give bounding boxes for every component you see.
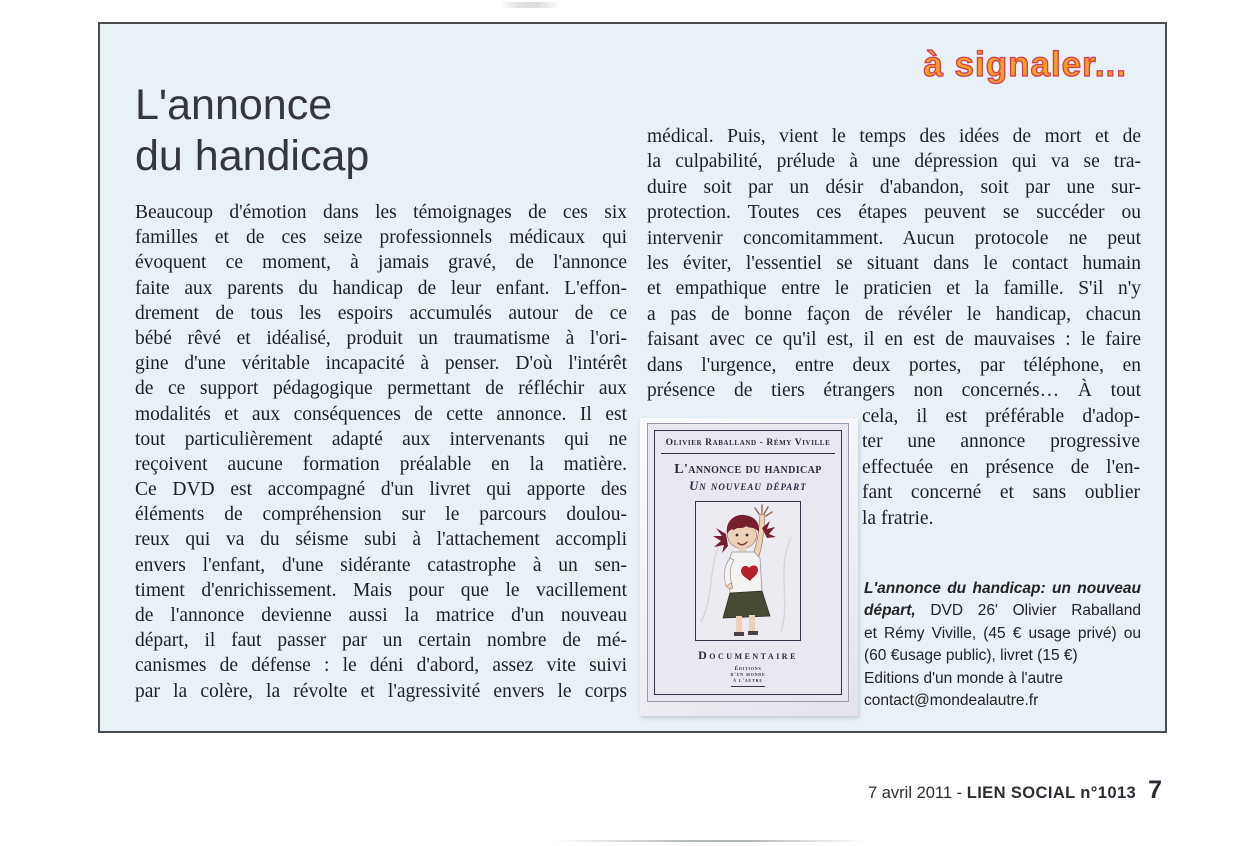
footer-page-number: 7 xyxy=(1148,776,1162,804)
text-line: (60 €usage public), livret (15 €) xyxy=(864,647,1078,665)
text-line: fant concerné et sans oublier xyxy=(862,482,1140,504)
dvd-cover-subtitle: Un nouveau départ xyxy=(689,479,807,493)
article-title xyxy=(135,80,369,182)
text-line: la culpabilité, prélude à une dépression qui va se tra- xyxy=(647,151,1141,173)
text-line: départ, DVD 26' Olivier Raballand xyxy=(864,602,1141,620)
text-line: drement de tous les espoirs accumulés autour de ce xyxy=(135,302,627,324)
text-line: L'annonce du handicap: un nouveau xyxy=(864,580,1141,597)
dvd-cover xyxy=(647,423,849,702)
text-line: et Rémy Viville, (45 € usage privé) ou xyxy=(864,624,1141,642)
scan-artifact-bottom xyxy=(555,840,865,842)
publisher-line2: d'un monde xyxy=(730,672,766,678)
footer-magazine: LIEN SOCIAL n°1013 xyxy=(966,784,1137,802)
article-panel xyxy=(98,22,1167,733)
text-line: Editions d'un monde à l'autre xyxy=(864,669,1063,687)
dvd-cover-title: L'annonce du handicap xyxy=(674,462,822,477)
text-line: ter une annonce progressive xyxy=(862,431,1140,453)
text-line: modalités et aux conséquences de cette annonce. Il est xyxy=(135,403,627,425)
footer-date: 7 avril 2011 - xyxy=(867,784,967,802)
dvd-cover-frame xyxy=(654,430,842,695)
right-column-wrap-text xyxy=(862,404,1140,531)
publisher-logo xyxy=(731,666,766,687)
scan-artifact-top xyxy=(500,2,560,8)
text-line: tout particulièrement adapté aux intervenants qui ne xyxy=(135,428,627,450)
text-line: familles et de ces seize professionnels médicaux qui xyxy=(135,227,627,249)
article-title-line1: L'annonce xyxy=(135,81,333,129)
publisher-line1: Éditions xyxy=(734,666,762,672)
text-line: de ce support pédagogique permettant de réfléchir aux xyxy=(135,378,627,400)
publisher-line3: à l'autre xyxy=(733,678,763,684)
text-line: de l'annonce devienne aussi la matrice d'un nouveau xyxy=(135,605,627,626)
text-line: Ce DVD est accompagné d'un livret qui apporte des xyxy=(135,479,627,501)
text-line: bébé rêvé et idéalisé, produit un traumatisme à l'ori- xyxy=(135,327,627,349)
text-line: médical. Puis, vient le temps des idées de mort et de xyxy=(647,126,1141,147)
text-line: intervenir concomitamment. Aucun protocole ne peut xyxy=(647,227,1141,249)
dvd-cover-illustration xyxy=(695,501,801,641)
dvd-cover-genre: Documentaire xyxy=(698,648,798,662)
text-line: dans l'urgence, entre deux portes, par téléphone, en xyxy=(647,354,1141,376)
text-line: reçoivent aucune formation préalable en la matière. xyxy=(135,453,627,475)
footer-issue-line xyxy=(868,784,1136,803)
dvd-cover-photo xyxy=(640,418,858,716)
dvd-caption xyxy=(864,578,1141,712)
dvd-cover-authors: Olivier Raballand - Rémy Viville xyxy=(661,438,835,454)
right-column-text xyxy=(647,124,1141,403)
text-line: éléments de compréhension sur le parcours doulou- xyxy=(135,504,627,526)
text-line: canismes de défense : le déni d'abord, assez vite suivi xyxy=(135,655,627,677)
text-line: effectuée en présence de l'en- xyxy=(862,456,1140,478)
article-title-line2: du handicap xyxy=(135,132,370,180)
text-line: contact@mondealautre.fr xyxy=(864,691,1039,709)
text-line: timent d'enrichissement. Mais pour que le vacillement xyxy=(135,579,627,601)
text-line: envers l'enfant, d'une sidérante catastrophe à un sen- xyxy=(135,554,627,576)
text-line: duire soit par un désir d'abandon, soit par une sur- xyxy=(647,176,1141,198)
text-line: protection. Toutes ces étapes peuvent se succéder ou xyxy=(647,202,1141,224)
text-line: évoquent ce moment, à jamais gravé, de l'annonce xyxy=(135,252,627,274)
girl-illustration xyxy=(696,502,800,640)
text-line: faisant avec ce qu'il est, il en est de mauvaises : le faire xyxy=(647,329,1141,351)
text-line: a pas de bonne façon de révéler le handicap, chacun xyxy=(647,303,1141,325)
text-line: faite aux parents du handicap de leur enfant. L'effon- xyxy=(135,277,627,299)
page-footer xyxy=(868,776,1162,805)
text-line: la fratrie. xyxy=(862,507,934,529)
left-column-text xyxy=(135,200,627,704)
text-line: présence de tiers étrangers non concernés… À tout xyxy=(647,379,1141,401)
text-line: Beaucoup d'émotion dans les témoignages de ces six xyxy=(135,202,627,223)
text-line: reux qui va du séisme subi à l'attachement accompli xyxy=(135,529,627,551)
text-line: par la colère, la révolte et l'agressivité envers le corps xyxy=(135,680,627,702)
text-line: gine d'une véritable incapacité à penser. D'où l'intérêt xyxy=(135,353,627,375)
text-line: départ, il faut passer par un certain nombre de mé- xyxy=(135,630,627,652)
text-line: cela, il est préférable d'adop- xyxy=(862,406,1140,427)
text-line: et empathique entre le praticien et la famille. S'il n'y xyxy=(647,278,1141,300)
text-line: les éviter, l'essentiel se situant dans le contact humain xyxy=(647,252,1141,274)
section-header: à signaler... xyxy=(923,45,1127,84)
